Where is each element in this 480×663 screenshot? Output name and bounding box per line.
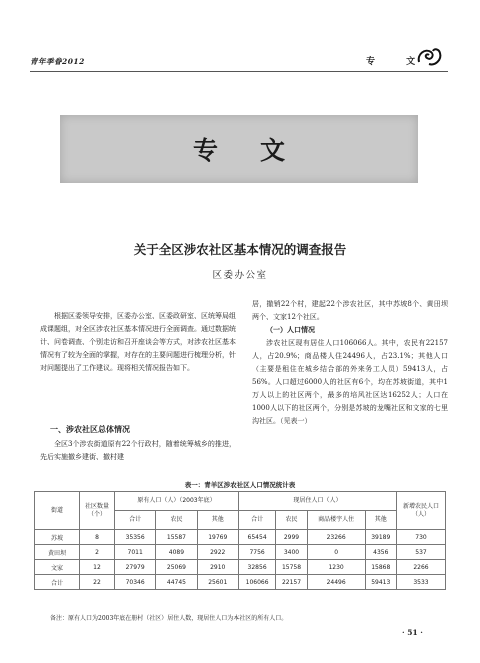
population-text: 涉农社区现有居住人口106066人。其中，农民有22157人，占20.9%；商品楼人住24496人，占23.1%；其他人口（主要是租住在城乡结合部的外来务工人员）59413人，占56%。人口超过6000人的社区有6个，均在苏坡街道，其中1万人以上的社区两个，最多的培风社区达16252人；人口在1000人以下的社区两个，分别是苏坡的龙嘴社区和文家的七里沟社区。（见表一） [252,339,448,425]
continuation-text: 居，撤销22个村，建起22个涉农社区，其中苏坡8个、黄田坝两个、文家12个社区。 [252,300,448,321]
table-cell: 59413 [365,575,396,590]
table-cell: 苏坡 [35,530,80,545]
header-curr-farmer: 农民 [276,511,307,530]
journal-header: 青年季眷2012 [30,57,85,66]
header-orig-farmer: 农民 [156,511,197,530]
table-cell: 106066 [238,575,275,590]
header-rule [30,71,448,72]
table-cell: 2910 [197,560,238,575]
header-curr-other: 其他 [365,511,396,530]
article-title: 关于全区涉农社区基本情况的调查报告 [133,242,347,257]
header-current: 现居住人口（人） [238,492,396,511]
section-header: 专 文 [366,57,430,67]
table-cell: 1230 [307,560,365,575]
table-cell: 22 [80,575,115,590]
header-orig-other: 其他 [197,511,238,530]
table-cell: 2 [80,545,115,560]
article-author: 区委办公室 [212,270,268,281]
table-cell: 537 [397,545,446,560]
table-cell: 2266 [397,560,446,575]
table-cell: 2999 [276,530,307,545]
header-street: 街道 [35,492,80,530]
table-cell: 35356 [115,530,156,545]
header-new-farmers: 新增农民人口（人） [397,492,446,530]
table-cell: 25069 [156,560,197,575]
header-original: 原有人口（人）（2003年底） [115,492,239,511]
table-cell: 24496 [307,575,365,590]
intro-paragraph [40,310,236,375]
table-cell: 4356 [365,545,396,560]
table-cell: 22157 [276,575,307,590]
table-cell: 12 [80,560,115,575]
intro-text: 根据区委领导安排，区委办公室、区委政研室、区统筹局组成课题组，对全区涉农社区基本情况进行全面调查。通过数据统计、问卷调查、个别走访和召开座谈会等方式，对涉农社区基本情况有了较为全面的掌握，对存在的主要问题进行梳理分析，针对问题提出了工作建议。现将相关情况报告如下。 [40,312,236,372]
section-paragraph [40,438,236,464]
table-cell: 730 [397,530,446,545]
table-cell: 15758 [276,560,307,575]
table-cell: 8 [80,530,115,545]
table-cell: 3400 [276,545,307,560]
header-curr-total: 合计 [238,511,275,530]
table-cell: 44745 [156,575,197,590]
header-count: 社区数量（个） [80,492,115,530]
table-row [35,530,446,545]
population-table [34,491,446,590]
table-cell: 黄田坝 [35,545,80,560]
table-cell: 32856 [238,560,275,575]
table-cell: 15587 [156,530,197,545]
table-cell: 15868 [365,560,396,575]
table-cell: 0 [307,545,365,560]
right-column [252,298,448,428]
table-cell: 文家 [35,560,80,575]
table-cell: 25601 [197,575,238,590]
table-cell: 23266 [307,530,365,545]
section-text: 全区3个涉农街道原有22个行政村，随着统筹城乡的推进，先后实施撤乡建街、撤村建 [40,440,236,461]
subsection-heading: （一）人口情况 [266,326,315,334]
table-cell: 2922 [197,545,238,560]
section-banner [60,115,418,183]
page-number: · 51 · [402,628,423,637]
table-cell: 19769 [197,530,238,545]
table-cell: 65454 [238,530,275,545]
table-row [35,545,446,560]
table-row [35,560,446,575]
table-cell: 7756 [238,545,275,560]
table-row [35,575,446,590]
table-note: 备注：原有人口为2003年底在册村（社区）居住人数，现居住人口为本社区的所有人口。 [50,615,288,622]
table-caption: 表一：青羊区涉农社区人口情况统计表 [184,481,296,489]
banner-text: 专文 [192,136,327,165]
table-cell: 4089 [156,545,197,560]
swirl-logo-icon [415,44,443,68]
table-cell: 合计 [35,575,80,590]
section-heading: 一、涉农社区总体情况 [50,425,130,434]
header-curr-commercial: 商品楼宇人住 [307,511,365,530]
header-orig-total: 合计 [115,511,156,530]
table-cell: 7011 [115,545,156,560]
table-cell: 70346 [115,575,156,590]
table-cell: 39189 [365,530,396,545]
table-cell: 27979 [115,560,156,575]
table-cell: 3533 [397,575,446,590]
